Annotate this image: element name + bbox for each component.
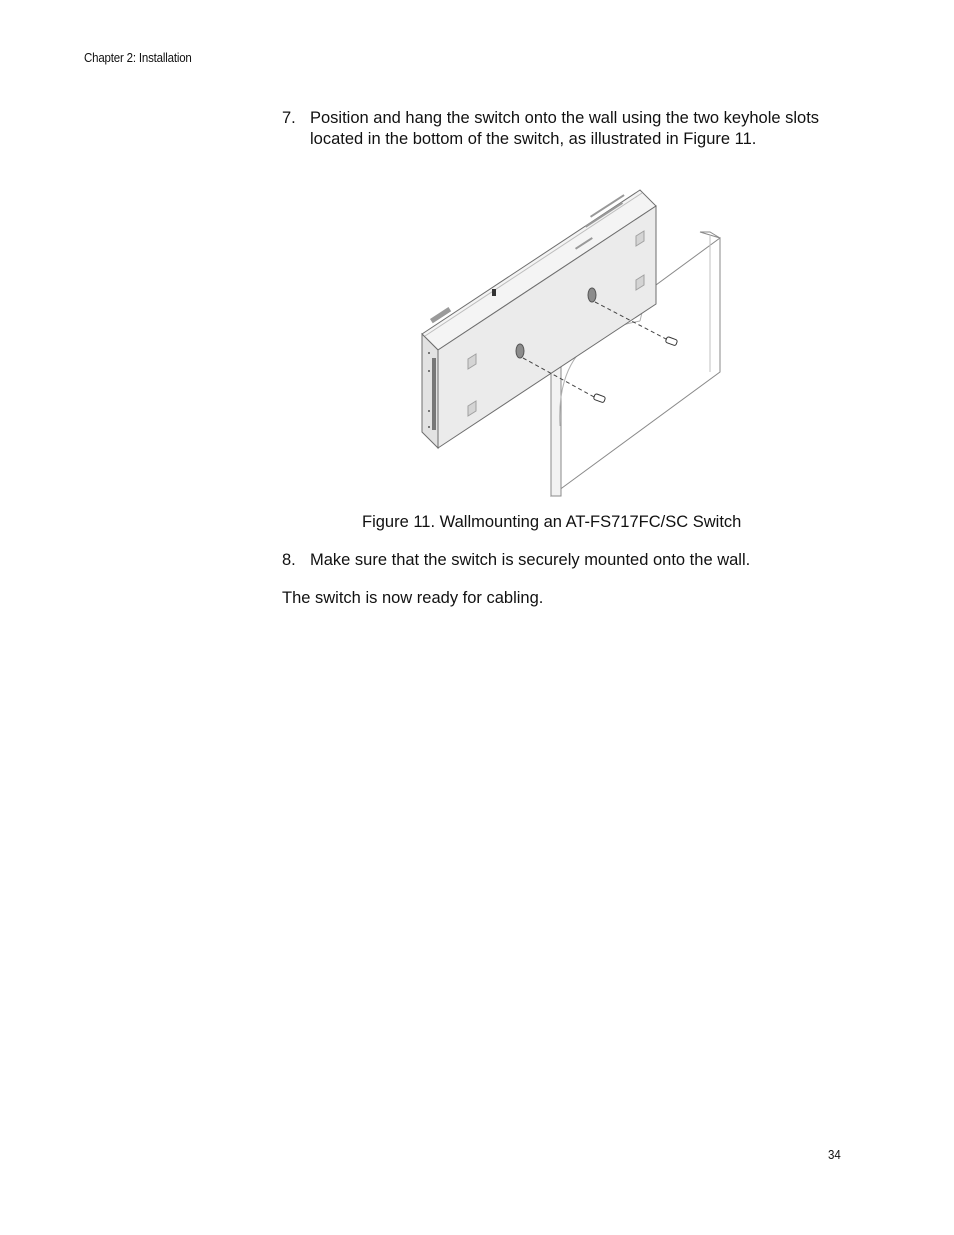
wallmount-illustration — [410, 186, 730, 498]
figure-caption: Figure 11. Wallmounting an AT-FS717FC/SC Switch — [362, 513, 742, 531]
running-header: Chapter 2: Installation — [84, 51, 192, 65]
step-7 — [282, 108, 852, 150]
step-text: Make sure that the switch is securely mounted onto the wall. — [310, 551, 751, 569]
closing-paragraph: The switch is now ready for cabling. — [282, 589, 544, 607]
step-8 — [282, 550, 852, 571]
step-number: 7. — [282, 109, 296, 127]
step-text: Position and hang the switch onto the wall using the two keyhole slots located in the bottom of the switch, as illustrated in Figure 11. — [310, 109, 820, 148]
page-number: 34 — [828, 1148, 841, 1162]
step-number: 8. — [282, 551, 296, 569]
